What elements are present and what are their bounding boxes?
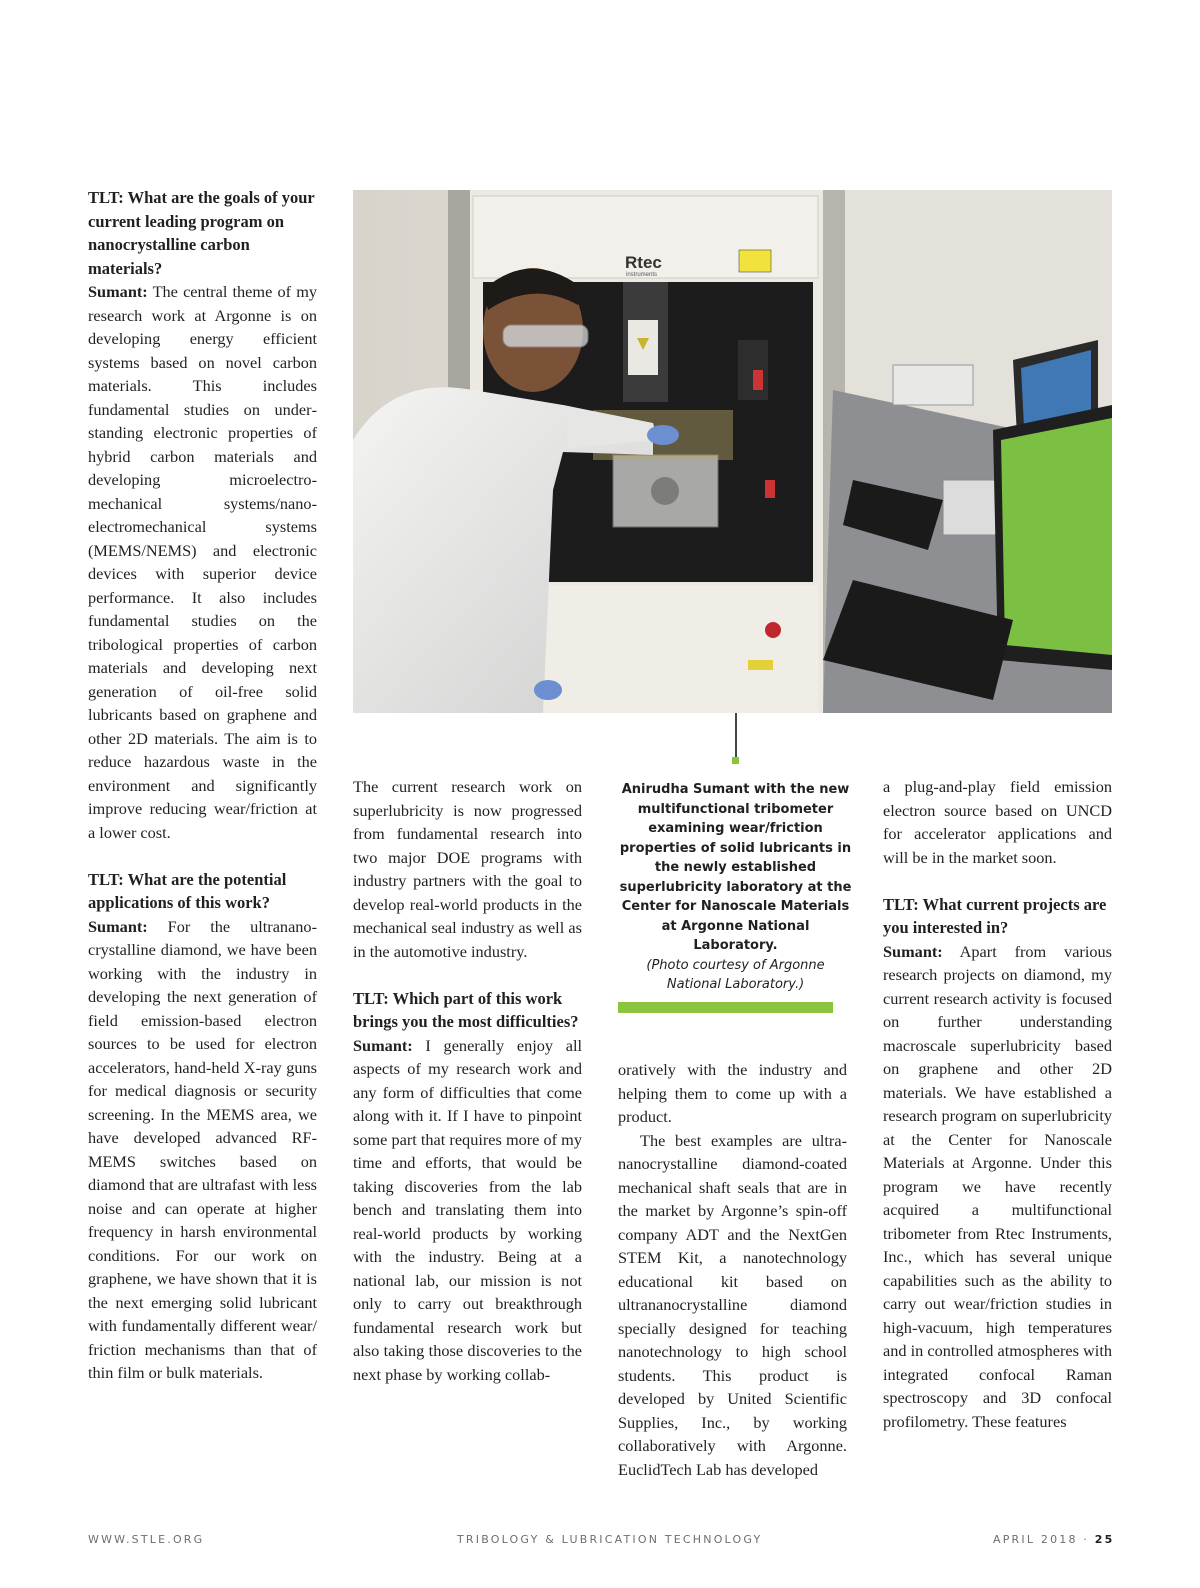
footer-publication: TRIBOLOGY & LUBRICATION TECHNOLOGY [457,1533,763,1546]
interview-answer [88,915,317,1385]
article-column-3 [618,1058,847,1481]
speaker-label: Sumant: [353,1035,413,1055]
speaker-label: Sumant: [88,282,148,301]
interview-question: TLT: What current projects are you interested in? [883,894,1107,937]
speaker-label: Sumant: [883,941,943,961]
caption-pointer-line [735,713,737,757]
instrument-logo-sub: instruments [626,272,658,278]
caption-pointer-dot [732,757,739,764]
instrument-logo: Rtec [625,253,662,272]
footer-date: APRIL 2018 [993,1533,1078,1546]
answer-text: I generally enjoy all aspects of my research work and any form of difficulties that come along with it. If I have to pinpoint some part that requires more of my time and efforts, that would be taking discoveries from the lab bench and translating them into real-world products by working with the industry. Being at a national lab, our mission is not only to carry out breakthrough fundamental research work but also taking those discoveries to the next phase by working collab- [353,1035,582,1384]
speaker-label: Sumant: [88,916,148,936]
caption-credit: (Photo courtesy of Argonne National Laboratory.) [646,957,825,992]
interview-answer [353,1034,582,1387]
article-column-2 [353,775,582,1386]
interview-question: TLT: Which part of this work brings you the most difficulties? [353,988,579,1031]
article-column-4 [883,775,1112,1433]
footer-separator: · [1083,1533,1090,1546]
page-number: 25 [1094,1533,1115,1546]
lab-photo [353,190,1112,713]
accent-bar [618,1002,833,1013]
body-paragraph: a plug-and-play field emission electron source based on UNCD for accelerator applications and will be in the market soon. [883,777,1112,867]
caption-text: Anirudha Sumant with the new multifunctional tribometer examining wear/friction properties of solid lubricants in the newly established superlubricity laboratory at the Center for Nanoscale Materials at Argonne National Laboratory. [619,782,852,953]
body-paragraph: The current research work on superlubricity is now progressed from fundamental research into two major DOE programs with industry partners with the goal to develop real-world products in the mechanical seal industry as well as in the automotive industry. [353,777,582,961]
body-paragraph: oratively with the industry and helping them to come up with a product. [618,1060,847,1126]
photo-caption [618,780,853,995]
interview-question: TLT: What are the goals of your current leading program on nanocrystalline carbon materials? [88,188,315,278]
lab-photo-illustration [353,190,1112,713]
answer-text: For the ultrananocrystalline diamond, we have been working with the industry in developing the next generation of field emission-based electron sources to be used for electron accelerators, hand-held X-ray guns for medical diagnosis or security screening. In the MEMS area, we have developed advanced RF-MEMS switches based on diamond that are ultrafast with less noise and can operate at higher frequency in harsh environmental conditions. For our work on graphene, we have shown that it is the next emerging solid lubricant with fundamentally different wear/ friction mechanisms than that of thin film or bulk materials. [88,916,317,1382]
article-column-1 [88,186,317,1385]
answer-text: Apart from various research projects on diamond, my current research activity is focused on further understanding macroscale superlubricity based on graphene and other 2D materials. We have established a research program on superlubricity at the Center for Nanoscale Materials at Argonne. Under this program we have recently acquired a multifunctional tribometer from Rtec Instruments, Inc., which has several unique capabilities such as the ability to carry out wear/friction studies in high-vacuum, high temperatures and in controlled atmospheres with integrated confocal Raman spectroscopy and 3D confocal profilometry. These features [883,941,1112,1431]
body-paragraph: The best examples are ultrananocrystalline diamond-coated mechanical shaft seals that are in the market by Argonne’s spin-off company ADT and the NextGen STEM Kit, a nanotechnology educational kit based on ultrananocrystalline diamond specially designed for teaching nanotechnology to high school students. This product is developed by United Scientific Supplies, Inc., by working collaboratively with Argonne. EuclidTech Lab has developed [618,1130,847,1479]
interview-question: TLT: What are the potential applications of this work? [88,869,287,912]
interview-answer [88,280,317,844]
interview-answer [883,940,1112,1434]
footer-date-page [993,1533,1115,1546]
answer-text: The central theme of my research work at Argonne is on developing energy efficient systems based on novel carbon materials. This includes fundamental studies on understanding electronic properties of hybrid carbon materials and developing microelectromechanical systems/nanoelectromechanical systems (MEMS/NEMS) and electronic devices with superior device performance. It also includes fundamental studies on the tribological properties of carbon materials and developing next generation of oil-free solid lubricants based on graphene and other 2D materials. The aim is to reduce hazardous waste in the environment and significantly improve reducing wear/friction at a lower cost. [88,282,317,842]
footer-website: WWW.STLE.ORG [88,1533,205,1546]
